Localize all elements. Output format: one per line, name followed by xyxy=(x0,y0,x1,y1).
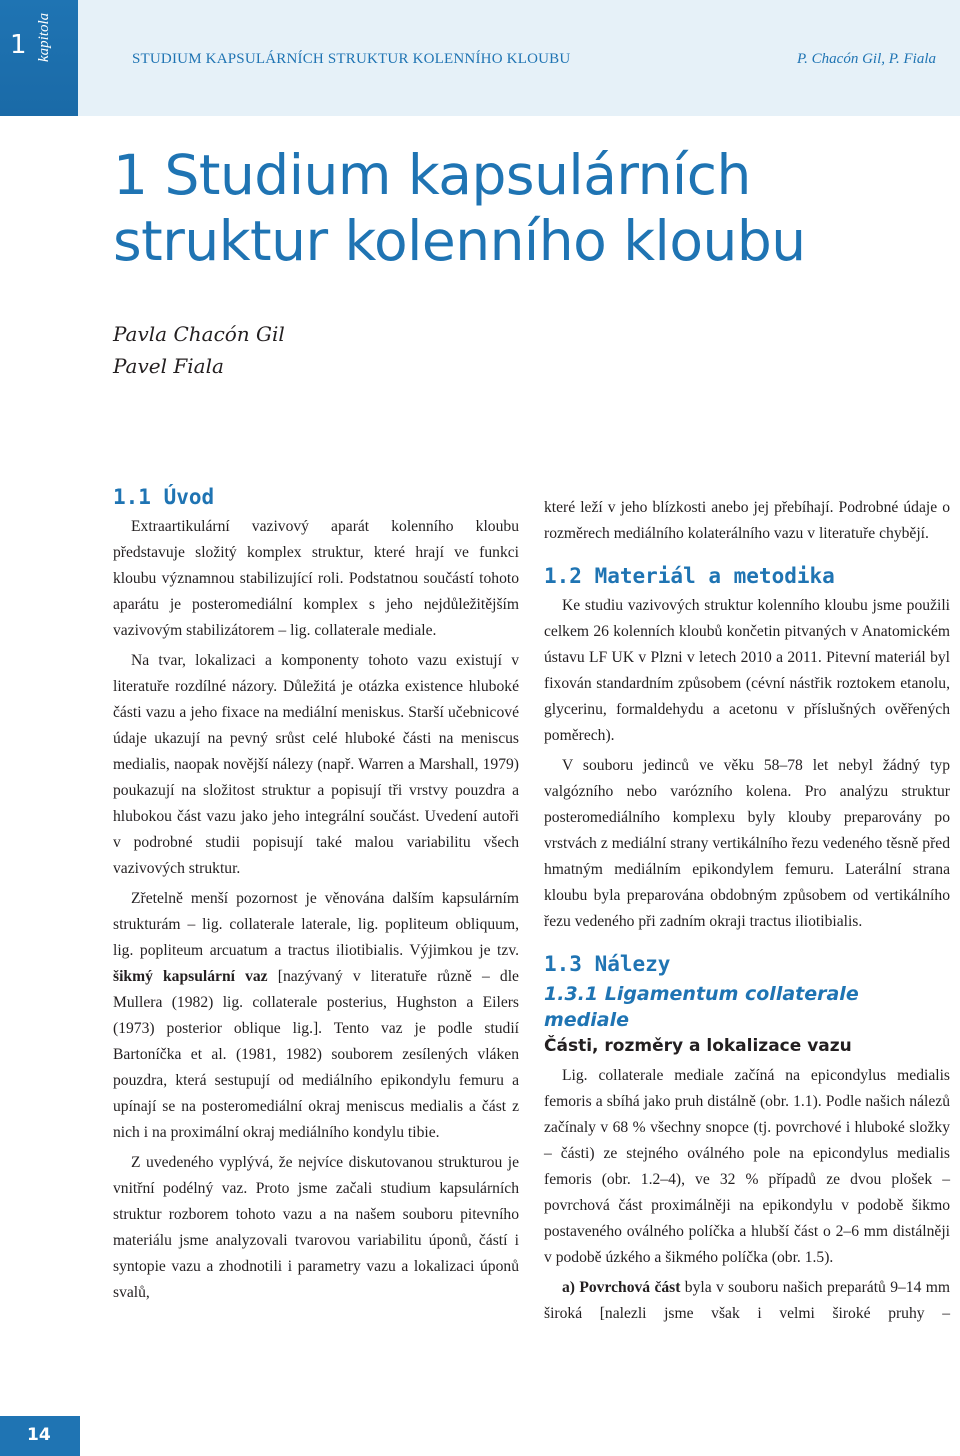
paragraph-continued: které leží v jeho blízkosti anebo jej přebíhají. Podrobné údaje o rozměrech mediálního kolaterálního vazu v literatuře chybějí. xyxy=(544,499,950,542)
bold-term: šikmý kapsulární vaz xyxy=(113,968,268,985)
chapter-title xyxy=(113,142,913,274)
section-heading-uvod: 1.1 Úvod xyxy=(113,485,215,509)
chapter-number: 1 xyxy=(10,30,27,60)
paragraph xyxy=(544,1275,950,1327)
author-name: Pavla Chacón Gil xyxy=(113,322,285,346)
running-title: STUDIUM KAPSULÁRNÍCH STRUKTUR KOLENNÍHO KLOUBU xyxy=(132,51,571,67)
chapter-tab xyxy=(0,0,78,116)
paragraph-text: Zřetelně menší pozornost je věnována dalším kapsulárním strukturám – lig. collaterale laterale, lig. popliteum obliquum, lig. popliteum arcuatum a tractus iliotibialis. Výjimkou je tzv. xyxy=(113,890,519,959)
author-name: Pavel Fiala xyxy=(113,354,224,378)
paragraph xyxy=(113,886,519,1146)
paragraph: Lig. collaterale mediale začíná na epicondylus medialis femoris a sbíhá jako pruh distálně (obr. 1.1). Podle našich nálezů začínaly v 68 % všechny snopce (tj. povrchové i hluboké složky – části) ze stejného oválného pole na epicondylus medialis femoris (obr. 1.2–4), ve 32 % případů ze dvou plošek – povrchová část proximálněji na epikondylu v podobě šikmo postaveného oválného políčka a hlubší část o 2–6 mm distálněji v podobě úzkého a šikmého políčka (obr. 1.5). xyxy=(544,1067,950,1266)
page-number: 14 xyxy=(27,1425,51,1445)
subsection-heading: 1.3.1 Ligamentum collaterale mediale xyxy=(544,983,859,1031)
chapter-title-line-2: struktur kolenního kloubu xyxy=(113,209,806,273)
chapter-title-line-1: 1 Studium kapsulárních xyxy=(113,143,751,207)
page-number-tab xyxy=(0,1416,80,1456)
author-list xyxy=(113,318,285,382)
bold-term: a) Povrchová část xyxy=(562,1279,681,1296)
paragraph-text: [nazývaný v literatuře různě – dle Mullera (1982) lig. collaterale posterius, Hughston a Eilers (1973) posterior oblique lig.]. Tento vaz je podle studií Bartoníčka et al. (1981, 1982) souborem zesílených vláken pouzdra, která sestupují od mediálního epikondylu femuru a upínají se na posteromediální okraj meniscus medialis a část z nich i na proximální okraj mediálního kondylu tibie. xyxy=(113,968,519,1141)
paragraph: Extraartikulární vazivový aparát kolenního kloubu představuje složitý komplex struktur, které hrají ve funkci kloubu významnou stabilizující roli. Podstatnou součástí tohoto aparátu je posteromediální komplex s jeho nejdůležitějším vazivovým stabilizátorem – lig. collaterale mediale. xyxy=(113,518,519,639)
paragraph: Na tvar, lokalizaci a komponenty tohoto vazu existují v literatuře rozdílné názory. Důležitá je otázka existence hluboké části vazu a jeho fixace na mediální meniskus. Starší učebnicové údaje ukazují na pevný srůst celé hluboké části na meniscus medialis, naopak novější nálezy (např. Warren a Marshall, 1979) poukazují na složitost struktur a popisují tři vrstvy pouzdra a hlubokou část vazu jako jeho integrální součást. Uvedení autoři v podrobné studii popisují také malou variabilitu všech vazivových struktur. xyxy=(113,652,519,877)
left-column xyxy=(113,480,519,1306)
paragraph: Ke studiu vazivových struktur kolenního kloubu jsme použili celkem 26 kolenních kloubů končetin pitvaných v Anatomickém ústavu LF UK v Plzni v letech 2010 a 2011. Pitevní materiál byl fixován standardním způsobem (cévní nástřik roztokem etanolu, glycerinu, formaldehydu a acetonu v příslušných ověřených poměrech). xyxy=(544,597,950,744)
section-heading-material: 1.2 Materiál a metodika xyxy=(544,564,835,588)
chapter-label: kapitola xyxy=(36,12,52,62)
paragraph: V souboru jedinců ve věku 58–78 let nebyl žádný typ valgózního nebo varózního kolena. Pro analýzu struktur posteromediálního komplexu byly klouby preparovány po vrstvách z mediální strany vertikálního řezu vedeného těsně před hmatným mediálním epikondylem femuru. Laterální strana kloubu byla preparována obdobným způsobem od vertikálního řezu vedeného při zadním okraji tractus iliotibialis. xyxy=(544,757,950,930)
subsubsection-heading: Části, rozměry a lokalizace vazu xyxy=(544,1036,852,1056)
section-heading-nalezy: 1.3 Nálezy xyxy=(544,952,671,976)
running-authors: P. Chacón Gil, P. Fiala xyxy=(796,51,936,67)
right-column xyxy=(544,495,950,1327)
paragraph: Z uvedeného vyplývá, že nejvíce diskutovanou strukturou je vnitřní podélný vaz. Proto jsme začali studium kapsulárních struktur rozborem tohoto vazu a na našem souboru pitevního materiálu jsme analyzovali tvarovou variabilitu úponů, částí i syntopie vazu a zhodnotili i parametry vazu a lokalizaci úponů svalů, xyxy=(113,1154,519,1301)
paragraph-text: byla v souboru našich preparátů 9–14 mm široká [nalezli jsme však i velmi široké pruhy – xyxy=(544,1279,950,1322)
